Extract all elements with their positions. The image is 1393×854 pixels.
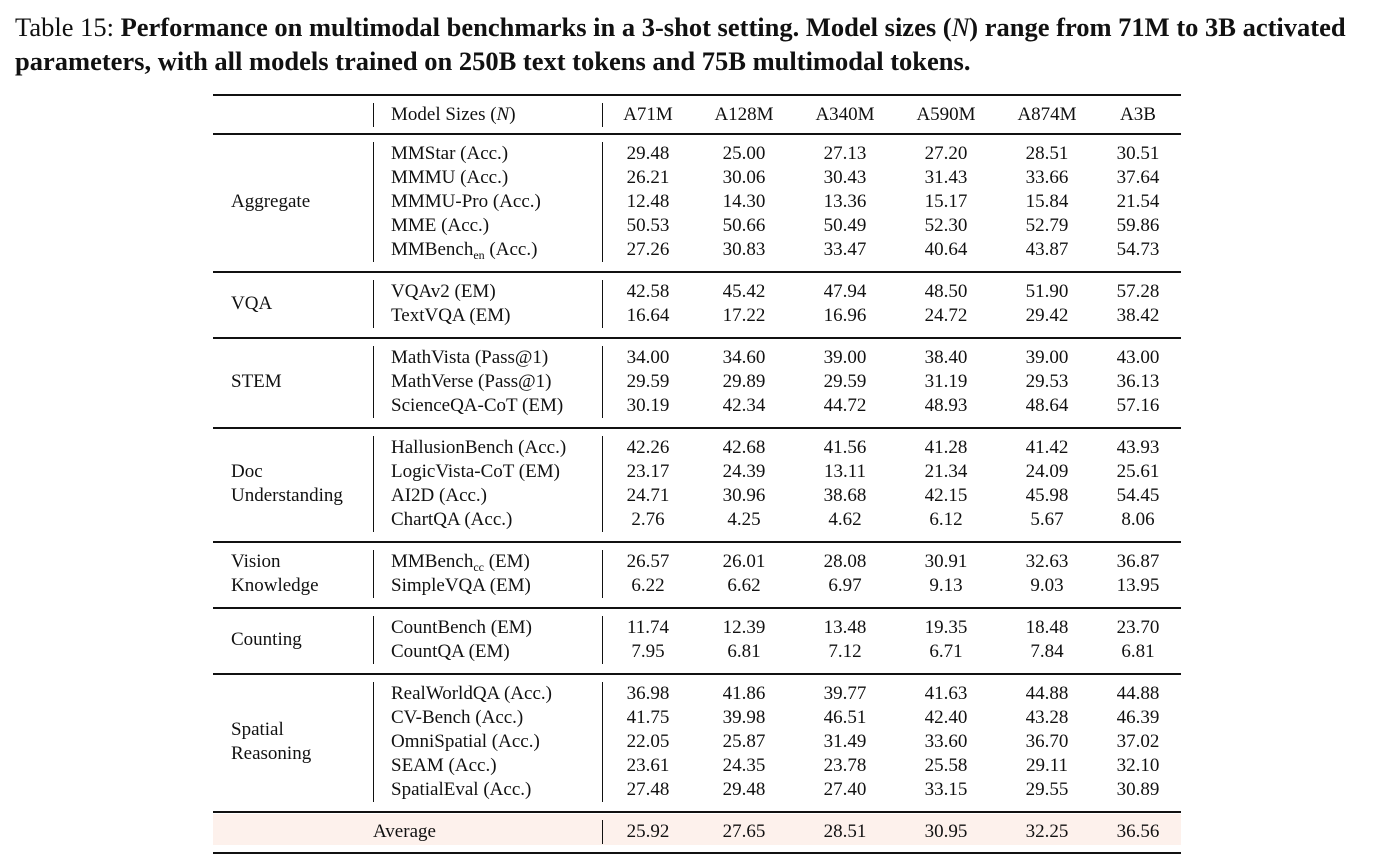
- score-cell: 26.57: [626, 551, 670, 572]
- score-cell: 6.12: [929, 509, 963, 530]
- header-a590m: A590M: [916, 104, 976, 125]
- score-cell: 6.97: [828, 575, 862, 596]
- benchmark-name: SpatialEval (Acc.): [391, 779, 532, 800]
- score-cell: 30.91: [924, 551, 968, 572]
- benchmark-name: MMBench$_{en}$ (Acc.): [391, 239, 538, 262]
- score-cell: 4.62: [828, 509, 862, 530]
- score-cell: 29.48: [626, 143, 670, 164]
- score-cell: 44.72: [823, 395, 867, 416]
- column-divider: [602, 436, 603, 532]
- table-caption: [15, 10, 1385, 78]
- score-cell: 41.75: [626, 707, 670, 728]
- score-cell: 30.19: [626, 395, 670, 416]
- average-score: 28.51: [823, 821, 867, 842]
- score-cell: 5.67: [1030, 509, 1064, 530]
- score-cell: 18.48: [1025, 617, 1069, 638]
- score-cell: 21.54: [1116, 191, 1160, 212]
- score-cell: 37.02: [1116, 731, 1160, 752]
- score-cell: 23.17: [626, 461, 670, 482]
- score-cell: 36.87: [1116, 551, 1160, 572]
- score-cell: 29.59: [626, 371, 670, 392]
- score-cell: 19.35: [924, 617, 968, 638]
- score-cell: 33.66: [1025, 167, 1069, 188]
- group-label: Aggregate: [231, 191, 311, 212]
- score-cell: 48.64: [1025, 395, 1069, 416]
- score-cell: 31.19: [924, 371, 968, 392]
- score-cell: 39.98: [722, 707, 766, 728]
- score-cell: 12.48: [626, 191, 670, 212]
- benchmark-name: MathVerse (Pass@1): [391, 371, 552, 392]
- score-cell: 41.56: [823, 437, 867, 458]
- score-cell: 27.48: [626, 779, 670, 800]
- score-cell: 7.84: [1030, 641, 1064, 662]
- column-divider: [373, 346, 374, 418]
- group-label: Understanding: [231, 485, 343, 506]
- benchmark-name: VQAv2 (EM): [391, 281, 496, 302]
- average-score: 25.92: [626, 821, 670, 842]
- score-cell: 31.43: [924, 167, 968, 188]
- score-cell: 30.43: [823, 167, 867, 188]
- table-rule: [213, 337, 1181, 339]
- score-cell: 34.00: [626, 347, 670, 368]
- table-rule: [213, 133, 1181, 135]
- score-cell: 57.16: [1116, 395, 1160, 416]
- caption-label: Table 15:: [15, 12, 114, 42]
- score-cell: 29.48: [722, 779, 766, 800]
- score-cell: 29.11: [1025, 755, 1069, 776]
- table-rule: [213, 673, 1181, 675]
- score-cell: 13.36: [823, 191, 867, 212]
- score-cell: 29.42: [1025, 305, 1069, 326]
- score-cell: 50.66: [722, 215, 766, 236]
- score-cell: 37.64: [1116, 167, 1160, 188]
- benchmark-name: CountBench (EM): [391, 617, 532, 638]
- score-cell: 25.58: [924, 755, 968, 776]
- score-cell: 4.25: [727, 509, 761, 530]
- score-cell: 27.13: [823, 143, 867, 164]
- benchmark-name: MME (Acc.): [391, 215, 490, 236]
- score-cell: 12.39: [722, 617, 766, 638]
- benchmark-name: ChartQA (Acc.): [391, 509, 513, 530]
- score-cell: 2.76: [631, 509, 665, 530]
- benchmark-name: MMBench$_{cc}$ (EM): [391, 551, 530, 574]
- column-divider: [373, 616, 374, 664]
- benchmark-name: SEAM (Acc.): [391, 755, 497, 776]
- score-cell: 17.22: [722, 305, 766, 326]
- score-cell: 23.61: [626, 755, 670, 776]
- score-cell: 33.47: [823, 239, 867, 260]
- table-rule: [213, 811, 1181, 813]
- score-cell: 27.20: [924, 143, 968, 164]
- benchmark-name: ScienceQA-CoT (EM): [391, 395, 564, 416]
- score-cell: 28.08: [823, 551, 867, 572]
- score-cell: 13.95: [1116, 575, 1160, 596]
- score-cell: 6.71: [929, 641, 963, 662]
- score-cell: 42.34: [722, 395, 766, 416]
- score-cell: 42.58: [626, 281, 670, 302]
- benchmark-name: LogicVista-CoT (EM): [391, 461, 560, 482]
- benchmark-name: CountQA (EM): [391, 641, 510, 662]
- score-cell: 26.21: [626, 167, 670, 188]
- score-cell: 43.93: [1116, 437, 1160, 458]
- score-cell: 29.55: [1025, 779, 1069, 800]
- column-divider: [373, 142, 374, 262]
- score-cell: 34.60: [722, 347, 766, 368]
- score-cell: 54.73: [1116, 239, 1160, 260]
- score-cell: 7.12: [828, 641, 862, 662]
- score-cell: 38.40: [924, 347, 968, 368]
- score-cell: 41.63: [924, 683, 968, 704]
- group-label: VQA: [231, 293, 273, 314]
- score-cell: 45.42: [722, 281, 766, 302]
- group-label: Counting: [231, 629, 302, 650]
- group-label: Doc: [231, 461, 263, 482]
- column-divider: [602, 550, 603, 598]
- score-cell: 15.17: [924, 191, 968, 212]
- score-cell: 54.45: [1116, 485, 1160, 506]
- score-cell: 38.42: [1116, 305, 1160, 326]
- caption-text: Performance on multimodal benchmarks in a 3-shot setting. Model sizes (N) range from 71M to 3B activated parameters, with all models trained on 250B text tokens and 75B multimodal tokens.: [15, 12, 1346, 76]
- score-cell: 13.11: [823, 461, 867, 482]
- score-cell: 30.96: [722, 485, 766, 506]
- score-cell: 7.95: [631, 641, 665, 662]
- score-cell: 26.01: [722, 551, 766, 572]
- score-cell: 11.74: [626, 617, 670, 638]
- benchmark-name: RealWorldQA (Acc.): [391, 683, 552, 704]
- column-divider: [373, 682, 374, 802]
- score-cell: 25.87: [722, 731, 766, 752]
- score-cell: 24.71: [626, 485, 670, 506]
- score-cell: 30.51: [1116, 143, 1160, 164]
- score-cell: 46.39: [1116, 707, 1160, 728]
- score-cell: 13.48: [823, 617, 867, 638]
- score-cell: 46.51: [823, 707, 867, 728]
- benchmark-name: HallusionBench (Acc.): [391, 437, 567, 458]
- average-label: Average: [373, 821, 436, 842]
- benchmark-name: MMMU-Pro (Acc.): [391, 191, 541, 212]
- score-cell: 39.00: [823, 347, 867, 368]
- score-cell: 33.60: [924, 731, 968, 752]
- score-cell: 36.70: [1025, 731, 1069, 752]
- table-rule: [213, 94, 1181, 96]
- score-cell: 44.88: [1025, 683, 1069, 704]
- column-divider: [602, 682, 603, 802]
- group-label: Knowledge: [231, 575, 319, 596]
- score-cell: 42.15: [924, 485, 968, 506]
- group-label: Vision: [231, 551, 281, 572]
- score-cell: 25.61: [1116, 461, 1160, 482]
- score-cell: 21.34: [924, 461, 968, 482]
- score-cell: 6.62: [727, 575, 761, 596]
- score-cell: 42.40: [924, 707, 968, 728]
- header-model-sizes: Model Sizes (N): [391, 104, 516, 125]
- score-cell: 6.81: [727, 641, 761, 662]
- score-cell: 39.77: [823, 683, 867, 704]
- table-rule: [213, 271, 1181, 273]
- average-score: 36.56: [1116, 821, 1160, 842]
- score-cell: 50.53: [626, 215, 670, 236]
- score-cell: 23.70: [1116, 617, 1160, 638]
- benchmark-name: OmniSpatial (Acc.): [391, 731, 540, 752]
- score-cell: 6.81: [1121, 641, 1155, 662]
- column-divider: [602, 103, 603, 127]
- column-divider: [373, 436, 374, 532]
- score-cell: 52.30: [924, 215, 968, 236]
- score-cell: 33.15: [924, 779, 968, 800]
- score-cell: 6.22: [631, 575, 665, 596]
- score-cell: 41.86: [722, 683, 766, 704]
- score-cell: 48.50: [924, 281, 968, 302]
- column-divider: [373, 103, 374, 127]
- column-divider: [602, 280, 603, 328]
- score-cell: 43.87: [1025, 239, 1069, 260]
- group-label: Reasoning: [231, 743, 312, 764]
- benchmark-name: MMStar (Acc.): [391, 143, 509, 164]
- score-cell: 43.00: [1116, 347, 1160, 368]
- header-a71m: A71M: [623, 104, 673, 125]
- score-cell: 40.64: [924, 239, 968, 260]
- benchmark-name: TextVQA (EM): [391, 305, 511, 326]
- column-divider: [373, 280, 374, 328]
- score-cell: 30.83: [722, 239, 766, 260]
- score-cell: 22.05: [626, 731, 670, 752]
- score-cell: 24.39: [722, 461, 766, 482]
- benchmark-name: AI2D (Acc.): [391, 485, 488, 506]
- column-divider: [602, 616, 603, 664]
- score-cell: 25.00: [722, 143, 766, 164]
- score-cell: 27.40: [823, 779, 867, 800]
- score-cell: 15.84: [1025, 191, 1069, 212]
- average-score: 32.25: [1025, 821, 1069, 842]
- score-cell: 50.49: [823, 215, 867, 236]
- average-score: 27.65: [722, 821, 766, 842]
- benchmark-name: MMMU (Acc.): [391, 167, 509, 188]
- score-cell: 23.78: [823, 755, 867, 776]
- score-cell: 29.59: [823, 371, 867, 392]
- score-cell: 30.89: [1116, 779, 1160, 800]
- score-cell: 9.03: [1030, 575, 1064, 596]
- score-cell: 39.00: [1025, 347, 1069, 368]
- score-cell: 29.89: [722, 371, 766, 392]
- header-a874m: A874M: [1017, 104, 1077, 125]
- score-cell: 32.10: [1116, 755, 1160, 776]
- score-cell: 51.90: [1025, 281, 1069, 302]
- column-divider: [373, 550, 374, 598]
- score-cell: 27.26: [626, 239, 670, 260]
- table-rule: [213, 607, 1181, 609]
- score-cell: 24.72: [924, 305, 968, 326]
- score-cell: 52.79: [1025, 215, 1069, 236]
- score-cell: 14.30: [722, 191, 766, 212]
- header-a340m: A340M: [815, 104, 875, 125]
- benchmark-name: CV-Bench (Acc.): [391, 707, 524, 728]
- score-cell: 43.28: [1025, 707, 1069, 728]
- score-cell: 24.35: [722, 755, 766, 776]
- score-cell: 30.06: [722, 167, 766, 188]
- column-divider: [602, 346, 603, 418]
- group-label: STEM: [231, 371, 282, 392]
- score-cell: 45.98: [1025, 485, 1069, 506]
- score-cell: 31.49: [823, 731, 867, 752]
- score-cell: 59.86: [1116, 215, 1160, 236]
- score-cell: 57.28: [1116, 281, 1160, 302]
- table-rule: [213, 541, 1181, 543]
- score-cell: 42.68: [722, 437, 766, 458]
- score-cell: 16.96: [823, 305, 867, 326]
- benchmark-name: SimpleVQA (EM): [391, 575, 531, 596]
- group-label: Spatial: [231, 719, 284, 740]
- column-divider: [602, 820, 603, 844]
- score-cell: 41.42: [1025, 437, 1069, 458]
- score-cell: 16.64: [626, 305, 670, 326]
- score-cell: 47.94: [823, 281, 867, 302]
- average-score: 30.95: [924, 821, 968, 842]
- table-rule: [213, 427, 1181, 429]
- score-cell: 41.28: [924, 437, 968, 458]
- column-divider: [602, 142, 603, 262]
- score-cell: 32.63: [1025, 551, 1069, 572]
- score-cell: 24.09: [1025, 461, 1069, 482]
- score-cell: 8.06: [1121, 509, 1155, 530]
- header-a128m: A128M: [714, 104, 774, 125]
- score-cell: 44.88: [1116, 683, 1160, 704]
- benchmark-name: MathVista (Pass@1): [391, 347, 549, 368]
- score-cell: 29.53: [1025, 371, 1069, 392]
- score-cell: 42.26: [626, 437, 670, 458]
- score-cell: 9.13: [929, 575, 963, 596]
- score-cell: 36.13: [1116, 371, 1160, 392]
- score-cell: 38.68: [823, 485, 867, 506]
- header-a3b: A3B: [1120, 104, 1156, 125]
- score-cell: 48.93: [924, 395, 968, 416]
- score-cell: 28.51: [1025, 143, 1069, 164]
- score-cell: 36.98: [626, 683, 670, 704]
